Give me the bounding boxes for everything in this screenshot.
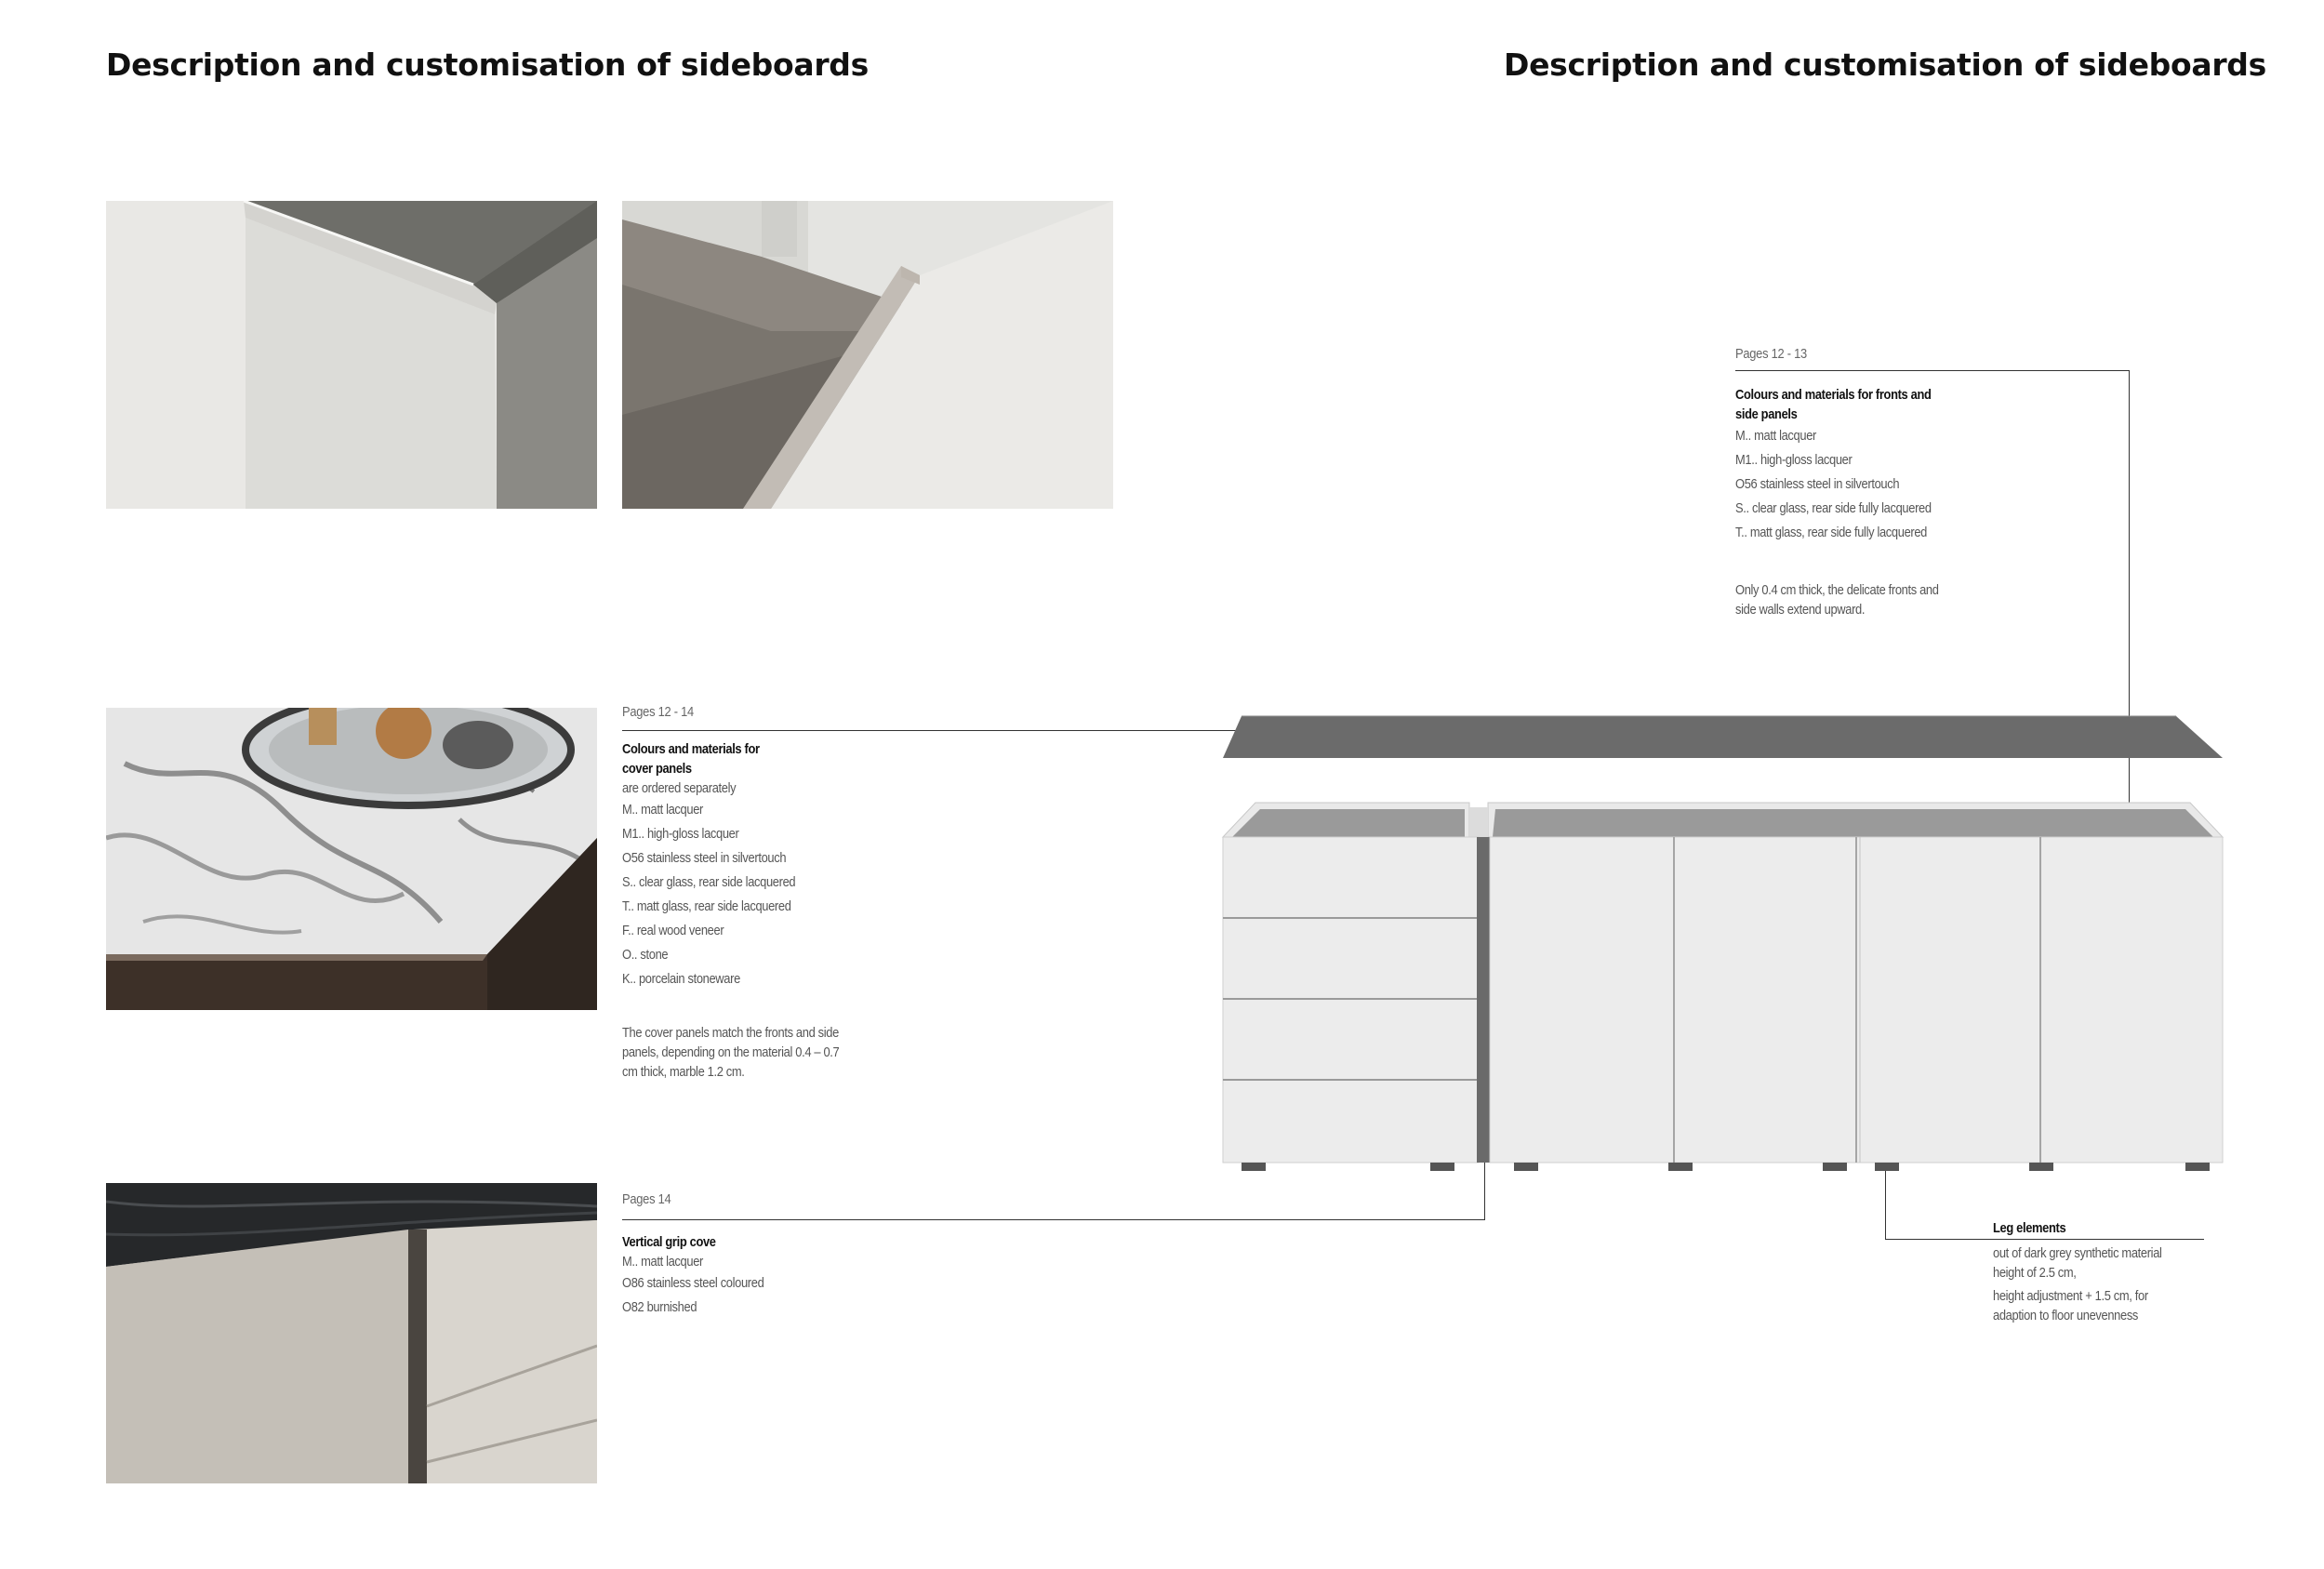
photo-marble-top xyxy=(106,708,597,1010)
fronts-callout xyxy=(1735,385,1944,619)
fronts-page-ref: Pages 12 - 13 xyxy=(1735,346,1807,362)
fronts-item: M1.. high-gloss lacquer xyxy=(1735,452,1853,468)
page-title-right: Description and customisation of sideboards xyxy=(1504,47,2266,83)
grip-leader-line xyxy=(622,1219,1485,1220)
fronts-item: O56 stainless steel in silvertouch xyxy=(1735,476,1900,492)
cover-page-ref: Pages 12 - 14 xyxy=(622,704,694,720)
leg-line-1: out of dark grey synthetic material height of 2.5 cm, xyxy=(1993,1245,2162,1281)
sideboard-illustration xyxy=(1218,711,2227,1177)
cover-note: The cover panels match the fronts and side panels, depending on the material 0.4 – 0.7 cm thick, marble 1.2 cm. xyxy=(622,1025,840,1080)
grip-item: O86 stainless steel coloured xyxy=(622,1275,764,1291)
grip-heading: Vertical grip cove xyxy=(622,1234,716,1250)
grip-callout xyxy=(622,1232,798,1320)
cover-item: F.. real wood veneer xyxy=(622,923,724,938)
cover-callout xyxy=(622,739,796,991)
leg-callout xyxy=(1993,1218,2193,1325)
photo-grip-cove xyxy=(106,1183,597,1483)
photo-open-drawer xyxy=(622,201,1113,509)
cover-item: S.. clear glass, rear side lacquered xyxy=(622,874,796,890)
leg-leader-drop xyxy=(1885,1169,1886,1240)
grip-item: O82 burnished xyxy=(622,1299,697,1315)
cover-item: T.. matt glass, rear side lacquered xyxy=(622,898,791,914)
cover-panel-shape xyxy=(1223,716,2223,758)
fronts-note: Only 0.4 cm thick, the delicate fronts and side walls extend upward. xyxy=(1735,582,1939,618)
grip-item: M.. matt lacquer xyxy=(622,1254,703,1270)
cover-item: M1.. high-gloss lacquer xyxy=(622,826,739,842)
page-title-left: Description and customisation of sideboards xyxy=(106,47,869,83)
cover-item: M.. matt lacquer xyxy=(622,802,703,818)
fronts-heading: Colours and materials for fronts and side panels xyxy=(1735,387,1932,422)
cover-leader-line xyxy=(622,730,1308,731)
fronts-leader-line xyxy=(1735,370,2130,371)
cover-subheading: are ordered separately xyxy=(622,780,737,796)
cover-note-block xyxy=(622,1023,854,1082)
cover-item: K.. porcelain stoneware xyxy=(622,971,740,987)
cover-heading: Colours and materials for cover panels xyxy=(622,741,760,777)
photo-corner-detail xyxy=(106,201,597,509)
leg-heading: Leg elements xyxy=(1993,1220,2066,1236)
leg-line-2: height adjustment + 1.5 cm, for adaption to floor unevenness xyxy=(1993,1288,2148,1323)
fronts-item: M.. matt lacquer xyxy=(1735,428,1816,444)
cover-item: O.. stone xyxy=(622,947,669,963)
cover-item: O56 stainless steel in silvertouch xyxy=(622,850,787,866)
fronts-item: S.. clear glass, rear side fully lacquered xyxy=(1735,500,1932,516)
fronts-item: T.. matt glass, rear side fully lacquered xyxy=(1735,525,1928,540)
grip-page-ref: Pages 14 xyxy=(622,1191,671,1207)
